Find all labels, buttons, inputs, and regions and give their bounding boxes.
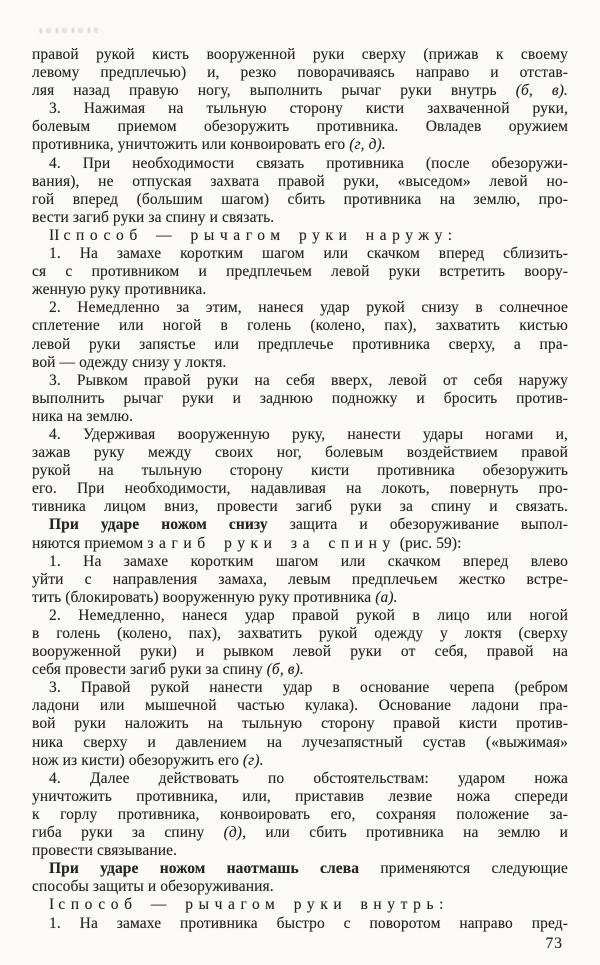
text-line — [32, 715, 568, 733]
italic-text-segment: (г). — [242, 751, 264, 769]
text-line — [32, 878, 568, 896]
text-segment: гиба руки за спину — [32, 824, 224, 842]
text-segment: вооруженной руки) и рывком левой руки от себя, правой на — [32, 643, 568, 661]
bold-text-segment: При ударе ножом снизу — [49, 516, 268, 534]
text-line — [32, 82, 568, 100]
italic-text-segment: (б, в). — [515, 82, 568, 100]
text-segment: 2. Немедленно, нанеся удар правой рукой в лицо или ногой — [49, 606, 568, 624]
text-segment: женную руку противника. — [32, 281, 207, 299]
text-segment: няются приемом — [32, 534, 148, 552]
text-line — [32, 336, 568, 354]
italic-text-segment: (г, д). — [349, 136, 386, 154]
text-segment: вой — одежду снизу у локтя. — [32, 353, 227, 371]
text-line — [32, 155, 568, 173]
text-line — [32, 824, 568, 842]
italic-text-segment: (д), — [223, 824, 247, 842]
text-segment: (рис. 59): — [395, 534, 462, 552]
text-segment: способы защиты и обезоруживания. — [32, 878, 274, 896]
text-line — [32, 842, 568, 860]
text-segment: выполнить рычаг руки и заднюю подножку и бросить против- — [32, 389, 568, 407]
text-line — [32, 354, 568, 372]
text-segment: 2. Немедленно за этим, нанеся удар рукой снизу в солнечное — [49, 299, 568, 317]
text-segment: нож из кисти) обезоружить его — [32, 751, 243, 769]
text-line — [32, 607, 568, 625]
text-segment: применяются следующие — [359, 860, 568, 878]
text-segment: себя провести загиб руки за спину — [32, 661, 267, 679]
text-line — [32, 734, 568, 752]
text-line — [32, 788, 568, 806]
text-segment: 1. На замахе противника быстро с поворотом направо пред- — [49, 914, 568, 932]
text-line — [32, 571, 568, 589]
text-line — [32, 806, 568, 824]
text-line — [32, 317, 568, 335]
text-line — [32, 444, 568, 462]
text-line — [32, 209, 568, 227]
text-line — [32, 498, 568, 516]
text-line — [32, 752, 568, 770]
letterspaced-text-segment: способ — рычагом руки внутрь: — [58, 896, 450, 914]
text-line — [32, 136, 568, 154]
text-segment: 4. Удерживая вооруженную руку, нанести удары ногами и, — [49, 425, 568, 443]
text-line — [32, 535, 568, 553]
text-segment: 4. При необходимости связать противника (после обезоружи- — [49, 154, 568, 172]
text-line — [32, 643, 568, 661]
letterspaced-text-segment: способ — рычагом руки наружу: — [63, 226, 458, 244]
text-line — [32, 896, 568, 914]
text-segment: 1. На замахе коротким шагом или скачком вперед сблизить- — [49, 245, 568, 263]
page-number: 73 — [545, 935, 563, 952]
text-line — [32, 915, 568, 933]
text-line — [32, 245, 568, 263]
text-segment: ника сверху и давлением на лучезапястный сустав («выжимая» — [32, 733, 568, 751]
text-line — [32, 100, 568, 118]
text-segment: противника, уничтожить или конвоировать его — [32, 136, 350, 154]
text-segment: зажав руку между своих ног, болевым воздействием правой — [32, 444, 568, 462]
text-segment: к горлу противника, конвоировать его, сохраняя положение за- — [32, 805, 568, 823]
text-segment: провести связывание. — [32, 842, 178, 860]
text-line — [32, 299, 568, 317]
text-line — [32, 480, 568, 498]
text-line — [32, 770, 568, 788]
text-segment: II — [49, 226, 64, 244]
text-segment: вой руки наложить на тыльную сторону правой кисти против- — [32, 715, 568, 733]
text-line — [32, 46, 568, 64]
text-segment: ладони или мышечной частью кулака). Основание ладони пра- — [32, 697, 568, 715]
text-segment: тивника лицом вниз, провести загиб руки за спину и связать. — [32, 498, 568, 516]
text-segment: 3. Нажимая на тыльную сторону кисти захваченной руки, — [49, 100, 568, 118]
text-line — [32, 390, 568, 408]
text-line — [32, 462, 568, 480]
letterspaced-text-segment: загиб руки за спину — [147, 534, 396, 552]
italic-text-segment: (б, в). — [266, 661, 304, 679]
text-segment: 1. На замахе коротким шагом или скачком вперед влево — [49, 552, 568, 570]
text-line — [32, 860, 568, 878]
text-segment: I — [49, 896, 59, 914]
text-segment: уничтожить противника, или, приставив лезвие ножа спереди — [32, 787, 568, 805]
text-line — [32, 118, 568, 136]
text-line — [32, 516, 568, 534]
text-segment: 3. Рывком правой руки на себя вверх, левой от себя наружу — [49, 371, 568, 389]
text-segment: вести загиб руки за спину и связать. — [32, 208, 275, 226]
text-segment: ся с противником и предплечьем левой руки встретить воору- — [32, 263, 568, 281]
text-line — [32, 426, 568, 444]
text-line — [32, 589, 568, 607]
text-segment: защита и обезоруживание выпол- — [267, 516, 568, 534]
text-segment: правой рукой кисть вооруженной руки сверху (прижав к своему — [32, 46, 568, 63]
text-line — [32, 697, 568, 715]
text-line — [32, 553, 568, 571]
text-segment: уйти с направления замаха, левым предплечьем жестко встре- — [32, 570, 568, 588]
text-segment: его. При необходимости, надавливая на локоть, повернуть про- — [32, 480, 568, 498]
text-segment: сплетение или ногой в голень (колено, пах), захватить кистью — [32, 317, 568, 335]
text-segment: болевым приемом обезоружить противника. Овладев оружием — [32, 118, 568, 136]
text-line — [32, 64, 568, 82]
bold-text-segment: При ударе ножом наотмашь слева — [49, 860, 360, 878]
text-segment: ляя назад правую ногу, выполнить рычаг руки внутрь — [32, 82, 516, 100]
text-segment: или сбить противника на землю и — [246, 824, 568, 842]
text-line — [32, 679, 568, 697]
text-segment: рукой на тыльную сторону кисти противника обезоружить — [32, 462, 568, 480]
text-segment: вания), не отпуская захвата правой руки, «выседом» левой но- — [32, 172, 568, 190]
text-line — [32, 625, 568, 643]
text-segment: левому предплечью) и, резко поворачиваясь направо и отстав- — [32, 64, 568, 82]
text-segment: гой вперед (большим шагом) сбить противника на землю, про- — [32, 190, 568, 208]
text-segment: тить (блокировать) вооруженную руку противника — [32, 588, 376, 606]
text-line — [32, 281, 568, 299]
scan-smudge — [40, 28, 98, 34]
italic-text-segment: (а). — [375, 588, 398, 606]
page-text — [32, 46, 568, 933]
text-segment: в голень (колено, пах), захватить рукой одежду у локтя (сверху — [32, 625, 568, 642]
text-line — [32, 263, 568, 281]
text-line — [32, 227, 568, 245]
text-line — [32, 372, 568, 390]
text-segment: ника на землю. — [32, 407, 134, 425]
text-line — [32, 408, 568, 426]
text-segment: левой руки запястье или предплечье противника сверху, а пра- — [32, 335, 568, 353]
text-line — [32, 173, 568, 191]
text-line — [32, 661, 568, 679]
text-line — [32, 191, 568, 209]
text-segment: 4. Далее действовать по обстоятельствам: ударом ножа — [49, 769, 568, 787]
text-segment: 3. Правой рукой нанести удар в основание черепа (ребром — [49, 679, 568, 697]
